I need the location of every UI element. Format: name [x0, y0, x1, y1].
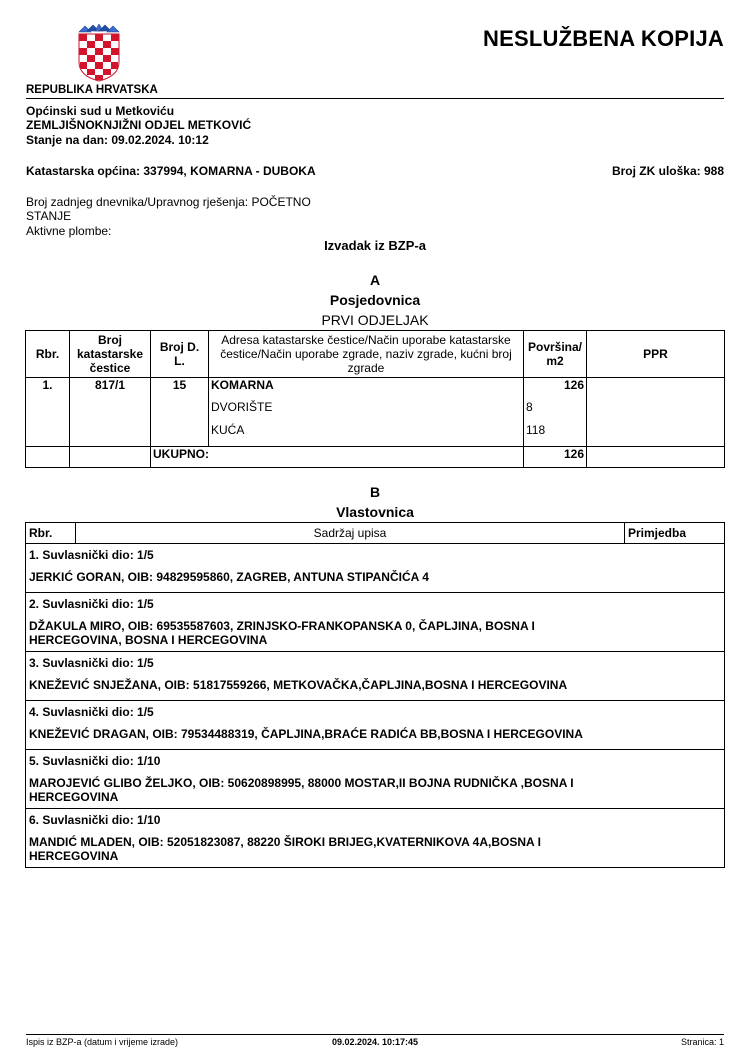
table-row [26, 378, 725, 400]
col-area: Površina/ m2 [524, 331, 587, 378]
col-note: Primjedba [625, 523, 725, 544]
row-rbr: 1. [26, 378, 70, 400]
footer-timestamp: 09.02.2024. 10:17:45 [331, 1037, 419, 1047]
list-item [26, 833, 725, 868]
total-area: 126 [524, 447, 587, 468]
table-header-row [26, 331, 725, 378]
table-header-row [26, 523, 725, 544]
section-a-title: Posjedovnica [329, 292, 421, 308]
coat-of-arms-icon [76, 24, 122, 82]
share-heading: 6. Suvlasnički dio: 1/10 [26, 809, 725, 834]
list-item [26, 544, 725, 569]
zk-folio-number: Broj ZK uloška: 988 [611, 164, 724, 178]
row-ppr [587, 378, 725, 400]
owner-details: DŽAKULA MIRO, OIB: 69535587603, ZRINJSKO-FRANKOPANSKA 0, ČAPLJINA, BOSNA I HERCEGOVINA, BOSNA I HERCEGOVINA [26, 617, 725, 652]
possession-table [25, 330, 725, 468]
list-item [26, 593, 725, 618]
col-ppr: PPR [587, 331, 725, 378]
section-a-letter: A [369, 272, 381, 288]
ownership-table [25, 522, 725, 868]
table-subrow [26, 423, 725, 447]
section-b-letter: B [369, 484, 381, 500]
list-item [26, 774, 725, 809]
excerpt-title: Izvadak iz BZP-a [324, 238, 426, 253]
republic-label: REPUBLIKA HRVATSKA [26, 84, 158, 96]
row-area: 126 [524, 378, 587, 400]
footer-page-number: Stranica: 1 [680, 1037, 724, 1047]
section-a-subtitle: PRVI ODJELJAK [321, 312, 429, 328]
row-broj-dl: 15 [151, 378, 209, 400]
total-label: UKUPNO: [151, 447, 524, 468]
share-heading: 2. Suvlasnički dio: 1/5 [26, 593, 725, 618]
list-item [26, 809, 725, 834]
header-divider [26, 98, 724, 99]
active-seals: Aktivne plombe: [26, 224, 112, 238]
list-item [26, 701, 725, 726]
last-diary-info [26, 195, 336, 223]
row-parcel-no: 817/1 [70, 378, 151, 400]
col-rbr: Rbr. [26, 523, 76, 544]
footer-print-label: Ispis iz BZP-a (datum i vrijeme izrade) [26, 1037, 179, 1047]
owner-details: MANDIĆ MLADEN, OIB: 52051823087, 88220 ŠIROKI BRIJEG,KVATERNIKOVA 4A,BOSNA I HERCEGOVINA [26, 833, 725, 868]
list-item [26, 568, 725, 593]
list-item [26, 750, 725, 775]
share-heading: 3. Suvlasnički dio: 1/5 [26, 652, 725, 677]
last-diary-line: STANJE [26, 209, 72, 223]
unofficial-copy-heading: NESLUŽBENA KOPIJA [483, 26, 724, 51]
subrow-area: 118 [524, 423, 587, 447]
list-item [26, 725, 725, 750]
subrow-area: 8 [524, 400, 587, 423]
col-content: Sadržaj upisa [76, 523, 625, 544]
court-name: Općinski sud u Metkoviću [26, 104, 175, 118]
owner-details: MAROJEVIĆ GLIBO ŽELJKO, OIB: 50620898995, 88000 MOSTAR,II BOJNA RUDNIČKA ,BOSNA I HERCEGOVINA [26, 774, 725, 809]
col-address: Adresa katastarske čestice/Način uporabe katastarske čestice/Način uporabe zgrade, naziv zgrade, kućni broj zgrade [209, 331, 524, 378]
last-diary-line: Broj zadnjeg dnevnika/Upravnog rješenja: POČETNO [26, 195, 311, 209]
col-parcel-no: Broj katastarske čestice [70, 331, 151, 378]
list-item [26, 617, 725, 652]
list-item [26, 652, 725, 677]
share-heading: 4. Suvlasnički dio: 1/5 [26, 701, 725, 726]
owner-details: KNEŽEVIĆ DRAGAN, OIB: 79534488319, ČAPLJINA,BRAĆE RADIĆA BB,BOSNA I HERCEGOVINA [26, 725, 725, 750]
owner-details: JERKIĆ GORAN, OIB: 94829595860, ZAGREB, ANTUNA STIPANČIĆA 4 [26, 568, 725, 593]
share-heading: 5. Suvlasnički dio: 1/10 [26, 750, 725, 775]
section-b-title: Vlastovnica [336, 504, 414, 520]
owner-details: KNEŽEVIĆ SNJEŽANA, OIB: 51817559266, METKOVAČKA,ČAPLJINA,BOSNA I HERCEGOVINA [26, 676, 725, 701]
total-row [26, 447, 725, 468]
list-item [26, 676, 725, 701]
col-broj-dl: Broj D. L. [151, 331, 209, 378]
table-subrow [26, 400, 725, 423]
subrow-usage: KUĆA [209, 423, 524, 447]
col-rbr: Rbr. [26, 331, 70, 378]
state-date: Stanje na dan: 09.02.2024. 10:12 [26, 133, 209, 147]
department-name: ZEMLJIŠNOKNJIŽNI ODJEL METKOVIĆ [26, 118, 252, 132]
row-address: KOMARNA [209, 378, 524, 400]
cadastral-municipality: Katastarska općina: 337994, KOMARNA - DUBOKA [26, 164, 316, 178]
footer-divider [26, 1034, 724, 1035]
share-heading: 1. Suvlasnički dio: 1/5 [26, 544, 725, 569]
subrow-usage: DVORIŠTE [209, 400, 524, 423]
